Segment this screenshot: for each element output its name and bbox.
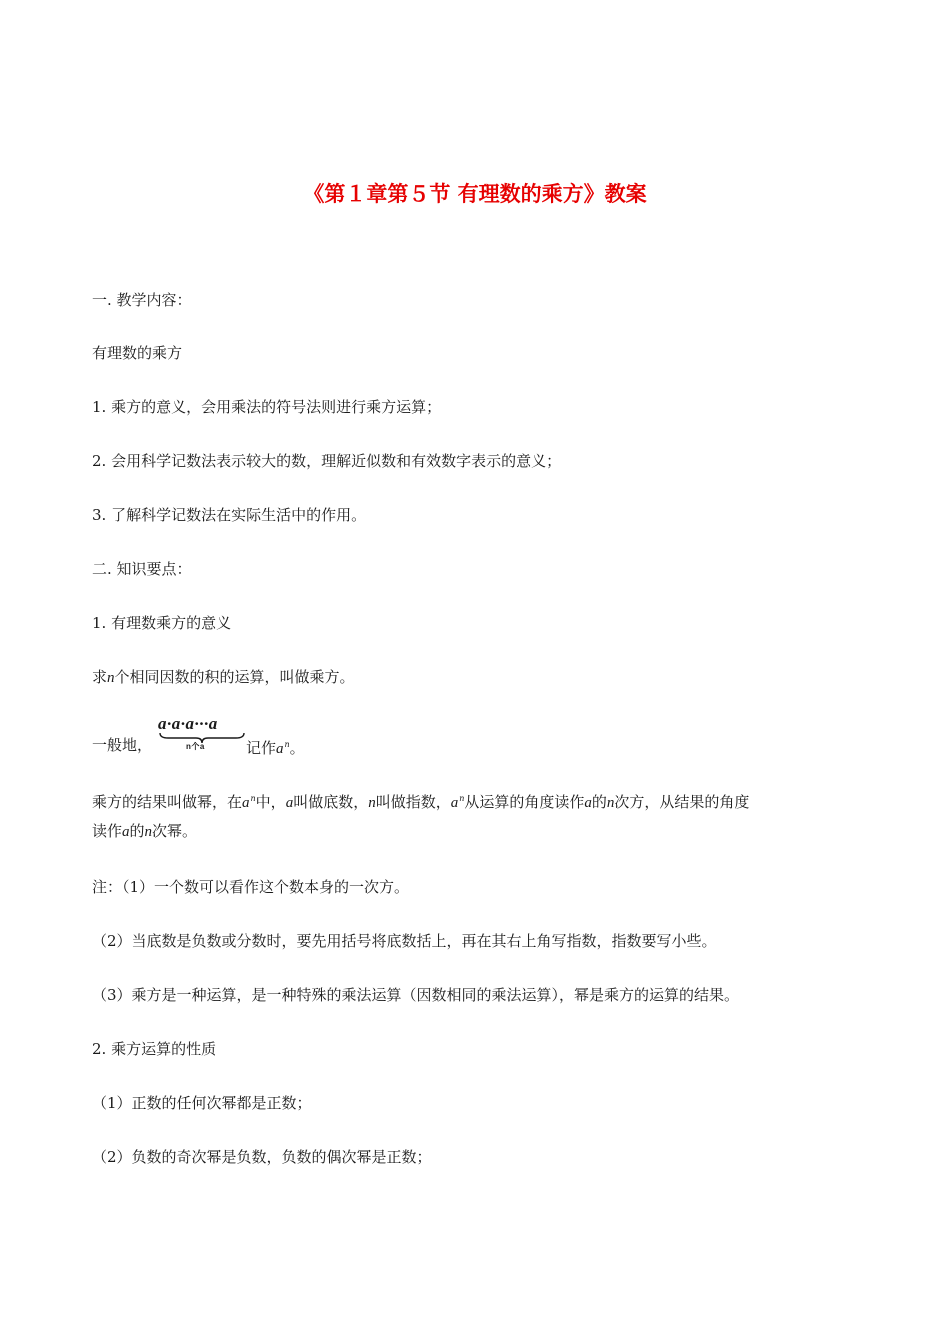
knowledge-1-title: 1. 有理数乘方的意义 xyxy=(92,614,232,632)
general-form-notation: 记作$a^n$。 xyxy=(246,739,305,757)
section-1-item-1: 1. 乘方的意义，会用乘法的符号法则进行乘方运算； xyxy=(92,398,442,416)
product-formula xyxy=(158,714,246,754)
property-2: （2）负数的奇次幂是负数，负数的偶次幂是正数； xyxy=(92,1148,432,1166)
section-1-item-3: 3. 了解科学记数法在实际生活中的作用。 xyxy=(92,506,367,524)
note-2: （2）当底数是负数或分数时，要先用括号将底数括上，再在其右上角写指数，指数要写小些。 xyxy=(92,932,717,950)
section-1-heading: 一. 教学内容： xyxy=(92,291,192,309)
power-explanation-line-2: 读作a的n次幂。 xyxy=(92,822,198,840)
document-title: 《第１章第５节 有理数的乘方》教案 xyxy=(303,182,647,206)
power-explanation-line-1: 乘方的结果叫做幂，在$a^n$中，a叫做底数，n叫做指数，$a^n$从运算的角度读作a的n次方，从结果的角度 xyxy=(92,793,750,811)
property-1: （1）正数的任何次幂都是正数； xyxy=(92,1094,312,1112)
formula-product: a·a·a···a xyxy=(158,714,218,733)
section-1-topic: 有理数的乘方 xyxy=(92,344,183,362)
section-1-item-2: 2. 会用科学记数法表示较大的数，理解近似数和有效数字表示的意义； xyxy=(92,452,562,470)
note-1: 注：（1）一个数可以看作这个数本身的一次方。 xyxy=(92,878,410,896)
power-definition: 求n个相同因数的积的运算，叫做乘方。 xyxy=(92,668,355,686)
knowledge-2-title: 2. 乘方运算的性质 xyxy=(92,1040,217,1058)
formula-underbrace-label: n个a xyxy=(186,742,205,751)
general-form-label: 一般地， xyxy=(92,736,153,754)
note-3: （3）乘方是一种运算，是一种特殊的乘法运算（因数相同的乘法运算），幂是乘方的运算的结果。 xyxy=(92,986,740,1004)
section-2-heading: 二. 知识要点： xyxy=(92,560,192,578)
